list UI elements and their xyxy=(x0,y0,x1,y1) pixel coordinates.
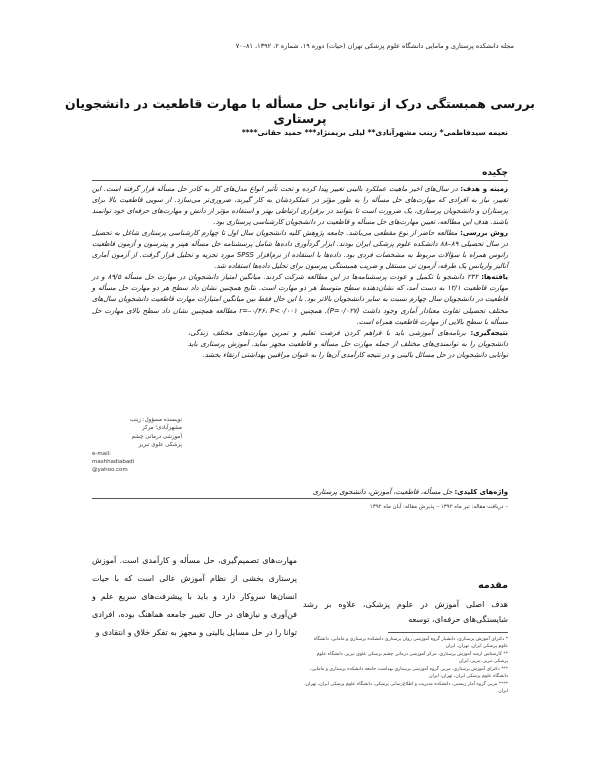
footnote-item: ** کارشناس ارشد آموزش پرستاری، مرکز آموزشی درمانی چشم پزشکی علوی تبریز، دانشگاه علوم پزشکی تبریز، تبریز، ایران xyxy=(316,652,508,664)
background-text: در سال‌های اخیر ماهیت عملکرد بالینی تغییر پیدا کرده و تحت تأثیر انواع مدل‌های کار به کادر حل مسأله قرار گرفته است. این تغییر، نیاز به افرادی که مهارت‌های حل مسأله را به طور مؤثر در عملکردشان به کار گیرند، ضروری‌تر می‌سازد. از سویی قاطعیت بالا برای پرستاران و دانشجویان پرستاری، یک ضرورت است تا بتوانند در برقراری ارتباطی بهتر و استفاده مؤثر از دانش و مهارت‌های حرفه‌ای خود توانمند باشند. هدف این مطالعه، تعیین مهارت‌های حل مسأله و قاطعیت در دانشجویان کارشناسی پرستاری بود. xyxy=(92,185,508,227)
conclusion-label: نتیجه‌گیری: xyxy=(470,328,508,337)
footnote-item: * دکترای آموزش پرستاری، دانشیار گروه آموزشی روان پرستاری دانشکده پرستاری و مامایی، دانشگاه علوم پزشکی ایران، تهران، ایران xyxy=(313,637,508,649)
introduction-heading: مقدمه xyxy=(478,580,508,591)
abstract-divider xyxy=(92,180,508,181)
correspondence-line: آموزشی درمانی چشم xyxy=(131,433,182,440)
email-domain[interactable]: @yahoo.com xyxy=(92,467,128,474)
submission-dates: – دریافت مقاله: تیر ماه ۱۳۹۲ – پذیرش مقاله: آبان ماه ۱۳۹۲ xyxy=(369,504,508,510)
abstract-results xyxy=(92,272,508,327)
background-label: زمینه و هدف: xyxy=(460,185,508,193)
keywords-text: حل مسأله، قاطعیت، آموزش، دانشجوی پرستاری xyxy=(312,488,453,496)
introduction-text: هدف اصلی آموزش در علوم پزشکی، علاوه بر رشد شایستگی‌های حرفه‌ای، توسعه xyxy=(303,600,508,624)
correspondence-line: نویسنده مسؤول: زینب xyxy=(129,417,182,423)
author-list: نعیمه سیدفاطمی* زینب مشهرآبادی** لیلی بریمنژاد*** حمید حقانی**** xyxy=(241,128,508,137)
article-title: بررسی همبستگی درک از توانایی حل مسأله با مهارت قاطعیت در دانشجویان پرستاری xyxy=(65,96,535,126)
abstract-background xyxy=(92,184,508,228)
correspondence-line: پزشکی علوی تبریز xyxy=(138,442,182,449)
email-address[interactable]: mashhadiabadi xyxy=(92,459,135,466)
correspondence-box xyxy=(92,416,182,475)
left-column-text: مهارت‌های تصمیم‌گیری، حل مسأله و کارآمدی است. آموزش پرستاری بخشی از نظام آموزش عالی است که با حیات انسان‌ها سروکار دارد و باید با پیشرفت‌های سریع علم و فن‌آوری و نیازهای در حال تغییر جامعه هماهنگ بوده، افرادی توانا را در حل مسایل بالینی و مجهز به تفکر خلاق و انتقادی و xyxy=(92,556,297,637)
method-label: روش بررسی: xyxy=(460,229,508,238)
running-header: مجله دانشکده پرستاری و مامایی دانشگاه علوم پزشکی تهران (حیات) دوره ۱۹، شماره ۲، ۱۳۹۲، ۸۱–۷۰ xyxy=(235,42,514,50)
correspondence-line: مشهرآبادی؛ مرکز xyxy=(141,425,182,432)
abstract-body xyxy=(92,184,508,361)
footnote-divider xyxy=(388,632,508,633)
keywords-line xyxy=(200,488,508,496)
footnotes xyxy=(303,636,508,696)
results-label: یافته‌ها: xyxy=(481,273,508,282)
keywords-label: واژه‌های کلیدی: xyxy=(454,488,508,496)
abstract-method xyxy=(92,228,508,272)
abstract-heading: چکیده xyxy=(482,168,508,178)
results-text: ۲۳۲ دانشجو با تکمیل و عودت پرسشنامه‌ها در این مطالعه شرکت کردند. میانگین امتیاز دانشجویان در مهارت حل مسأله ۸۹/۵ و در مهارت قاطعیت ۱۲/۱ به دست آمد، که نشان‌دهنده سطح متوسط هر دو مهارت است. نتایج همچنین نشان داد سطح هر دو مهارت حل مسأله و قاطعیت در دانشجویان سال چهارم نسبت به سایر دانشجویان بالاتر بود. با این حال فقط بین میانگین امتیازات مهارت قاطعیت دانشجویان سال‌های مختلف تحصیلی تفاوت معنادار آماری وجود داشت (P=۰/۰۲۷). همچنین r=–۰/۴۶، P<۰/۰۰۱ مطالعه همچنین نشان داد سطح بالای مهارت حل مسأله با سطح بالایی از مهارت قاطعیت همراه است. xyxy=(92,273,508,326)
method-text: مطالعه حاضر از نوع مقطعی می‌باشد. جامعه پژوهش کلیه دانشجویان سال اول تا چهارم کارشناسی پرستاری شاغل به تحصیل در سال تحصیلی ۸۹–۸۸ دانشکده علوم پزشکی ایران بودند. ابزار گردآوری داده‌ها شامل پرسشنامه حل مسأله هپنر و پیترسون و آزمون قاطعیت راتوس همراه با سؤالات مربوط به مشخصات فردی بود. داده‌ها با استفاده از نرم‌افزار SPSS مورد تجزیه و تحلیل قرار گرفت. از آزمون آماری آنالیز واریانس یک طرفه، آزمون تی مستقل و ضریب همبستگی پیرسون برای تحلیل داده‌ها استفاده شد. xyxy=(92,229,508,271)
footnote-item: **** مربی گروه آمار زیستی، دانشکده مدیریت و اطلاع‌رسانی پزشکی، دانشگاه علوم پزشکی ایران، تهران، ایران xyxy=(304,682,508,694)
abstract-bottom-divider xyxy=(92,498,508,499)
abstract-conclusion xyxy=(188,328,508,361)
introduction-column xyxy=(303,580,508,627)
conclusion-text: برنامه‌های آموزشی باید با فراهم کردن فرصت تعلیم و تمرین مهارت‌های مختلف زندگی، دانشجویان را به توانمندی‌های مختلف از جمله مهارت حل مسأله و قاطعیت مجهز نماید. آموزش پرستاری باید توانایی دانشجویان در حل مسائل بالینی و در نتیجه کارآمدی آن‌ها را به عنوان مراقبین بهداشتی ارتقاء بخشد. xyxy=(188,328,508,359)
email-label: e-mail: xyxy=(92,450,112,457)
footnote-item: *** دکترای آموزش پرستاری، مربی گروه آموزشی پرستاری بهداشت جامعه دانشکده پرستاری و مامایی، دانشگاه علوم پزشکی ایران، تهران، ایران xyxy=(310,667,508,679)
